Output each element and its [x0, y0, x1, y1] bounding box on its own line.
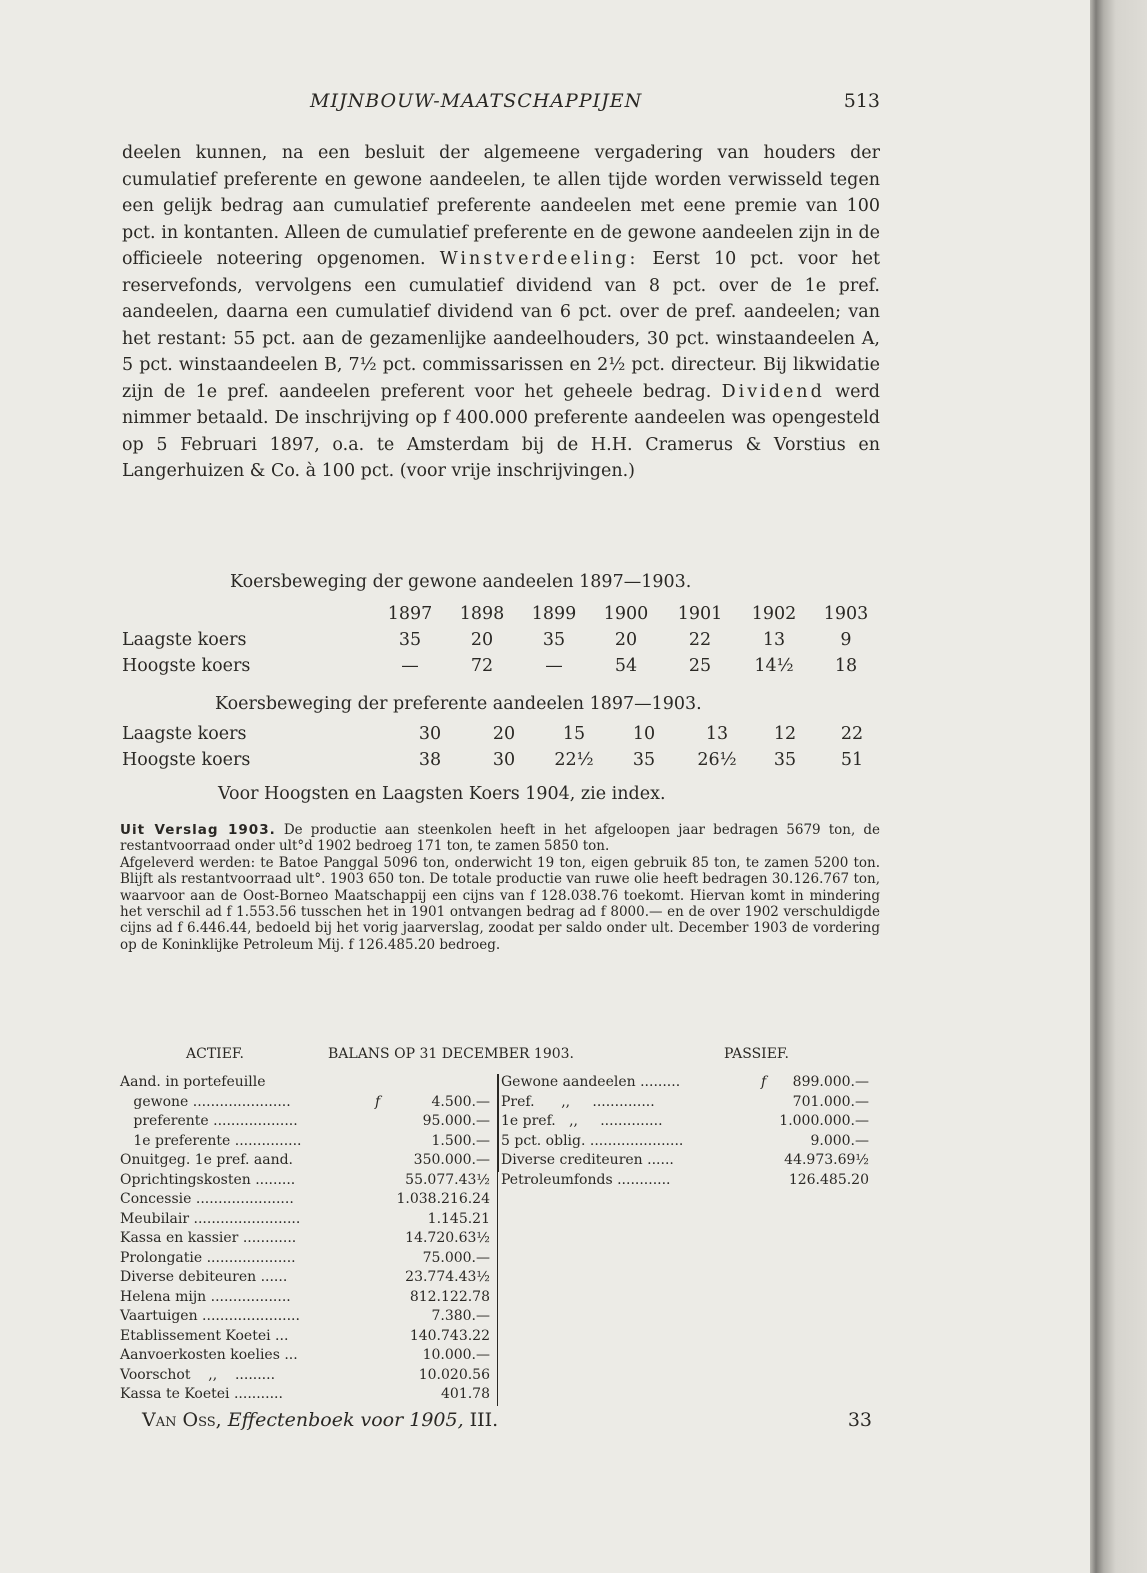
column-rule — [497, 1250, 498, 1270]
balans-item-name: Kassa en kassier ............ — [120, 1230, 297, 1246]
balans-item-value: 350.000.— — [413, 1152, 490, 1168]
value-cell: 13 — [762, 630, 786, 650]
balans-item-name: Concessie ...................... — [120, 1191, 294, 1207]
passief-label: PASSIEF. — [724, 1046, 789, 1062]
running-title: MIJNBOUW-MAATSCHAPPIJEN — [310, 90, 643, 112]
footer-author: Van Oss, — [142, 1409, 228, 1431]
column-rule — [497, 1308, 498, 1328]
balans-item-name: Aanvoerkosten koelies ... — [120, 1347, 298, 1363]
value-cell: 20 — [614, 630, 638, 650]
balans-title: BALANS OP 31 DECEMBER 1903. — [328, 1046, 574, 1062]
verslag-lead: Uit Verslag 1903. — [120, 822, 276, 838]
value-cell: 30 — [492, 750, 516, 770]
value-cell: — — [545, 656, 563, 676]
balans-item-name: Helena mijn .................. — [120, 1288, 291, 1305]
column-rule — [497, 1211, 498, 1231]
balans-item-value: 75.000.— — [422, 1249, 490, 1266]
row-label: Laagste koers — [122, 724, 247, 744]
koers-pref-caption: Koersbeweging der preferente aandeelen 1897—1903. — [215, 694, 702, 714]
koers-gewone-years-row — [122, 604, 882, 630]
balans-row — [120, 1386, 498, 1406]
winstverdeeling-label: Winstverdeeling: — [439, 249, 639, 269]
value-cell: 15 — [562, 724, 586, 744]
koers-pref-hoogste-row — [122, 750, 882, 776]
value-cell: 18 — [834, 656, 858, 676]
balans-row — [120, 1289, 498, 1309]
body-text-c: werd nimmer betaald. De inschrijving op f 400.000 preferente aandeelen was opengesteld op 5 Februari 1897, o.a. te Amsterdam bij de H.H. Cramerus & Vorstius en Langerhuizen & Co. à 100 pct. (voor vrije inschrijvingen.) — [122, 381, 880, 481]
balans-item-value: 1.500.— — [431, 1132, 490, 1149]
balans-row — [120, 1172, 498, 1192]
value-cell: 12 — [773, 724, 797, 744]
year-cell: 1900 — [603, 604, 649, 624]
value-cell: 35 — [632, 750, 656, 770]
value-cell: 25 — [688, 656, 712, 676]
value-cell: 26½ — [697, 750, 737, 770]
balans-row — [120, 1094, 498, 1114]
balans-row — [120, 1347, 498, 1367]
value-cell: 20 — [492, 724, 516, 744]
year-cell: 1899 — [531, 604, 577, 624]
balans-item-name: Kassa te Koetei ........... — [120, 1386, 283, 1402]
balans-item-name: 5 pct. oblig. ..................... — [501, 1132, 684, 1149]
value-cell: 14½ — [754, 656, 794, 676]
value-cell: 38 — [418, 750, 442, 770]
balans-item-value: 10.000.— — [422, 1347, 490, 1363]
page-number: 513 — [843, 90, 880, 112]
balans-item-value: 95.000.— — [422, 1113, 490, 1129]
balans-item-name: Onuitgeg. 1e pref. aand. — [120, 1152, 294, 1168]
balans-item-name: Voorschot ,, ......... — [120, 1366, 276, 1383]
page-edge-shadow — [1090, 0, 1147, 1573]
running-header — [120, 90, 880, 120]
koers-pref-laagste-row — [122, 724, 882, 750]
florin-sign: f — [761, 1074, 767, 1090]
balans-row — [120, 1230, 498, 1250]
balans-item-name: Gewone aandeelen ......... — [501, 1074, 681, 1090]
value-cell: — — [401, 656, 419, 676]
value-cell: 72 — [470, 656, 494, 676]
column-rule — [497, 1191, 498, 1211]
column-rule — [497, 1367, 498, 1387]
balans-item-name: Etablissement Koetei ... — [120, 1327, 289, 1344]
column-rule — [497, 1328, 498, 1348]
body-text-a: deelen kunnen, na een besluit der algemeene vergadering van houders der cumulatief preferente en gewone aandeelen, te allen tijde worden verwisseld tegen een gelijk bedrag aan cumulatief preferente aandeelen met eene premie van 100 pct. in kontanten. Alleen de cumulatief preferente en de gewone aandeelen zijn in de officieele noteering opgenomen. — [122, 143, 880, 269]
koers-gewone-laagste-row — [122, 630, 882, 656]
value-cell: 10 — [632, 724, 656, 744]
balans-item-name: Vaartuigen ...................... — [120, 1308, 300, 1324]
value-cell: 35 — [542, 630, 566, 650]
koers-gewone-hoogste-row — [122, 656, 882, 682]
balans-item-value: 23.774.43½ — [405, 1269, 490, 1285]
verslag-p1: De productie aan steenkolen heeft in het afgeloopen jaar bedragen 5679 ton, de restantvoorraad onder ult°d 1902 bedroeg 171 ton, te zamen 5850 ton. — [120, 822, 881, 855]
balans-header — [120, 1046, 880, 1066]
balans-row — [120, 1367, 498, 1387]
balans-item-name: Petroleumfonds ............ — [501, 1171, 671, 1188]
balans-item-name: 1e pref. ,, .............. — [501, 1113, 663, 1129]
balans-row — [499, 1074, 869, 1094]
florin-sign: f — [375, 1093, 381, 1110]
body-paragraph — [122, 140, 880, 485]
balans-item-name: gewone ...................... — [120, 1093, 291, 1110]
balans-item-name: Diverse debiteuren ...... — [120, 1269, 288, 1285]
value-cell: 35 — [398, 630, 422, 650]
value-cell: 30 — [418, 724, 442, 744]
balans-item-value: 7.380.— — [431, 1308, 490, 1324]
year-cell: 1903 — [823, 604, 869, 624]
balans-item-name: Aand. in portefeuille — [120, 1074, 266, 1090]
balans-row — [499, 1094, 869, 1114]
balans-item-name: Pref. ,, .............. — [501, 1093, 655, 1110]
body-text-b: Eerst 10 pct. voor het reservefonds, vervolgens een cumulatief dividend van 8 pct. over de 1e pref. aandeelen, daarna een cumulatief dividend van 6 pct. over de pref. aandeelen; van het restant: 55 pct. aan de gezamenlijke aandeelhouders, 30 pct. winstaandeelen A, 5 pct. winstaandeelen B, 7½ pct. commissarissen en 2½ pct. directeur. Bij likwidatie zijn de 1e pref. aandeelen preferent voor het geheele bedrag. — [122, 249, 880, 402]
balans-item-value: 899.000.— — [792, 1074, 869, 1090]
footer-book-title: Effectenboek voor 1905, — [227, 1409, 464, 1431]
row-label: Hoogste koers — [122, 656, 251, 676]
value-cell: 20 — [470, 630, 494, 650]
year-cell: 1901 — [677, 604, 723, 624]
year-cell: 1897 — [387, 604, 433, 624]
dividend-label: Dividend — [721, 381, 825, 402]
actief-column — [120, 1074, 498, 1406]
balans-row — [499, 1133, 869, 1153]
value-cell: 22 — [688, 630, 712, 650]
year-cell: 1902 — [751, 604, 797, 624]
balans-item-name: preferente ................... — [120, 1113, 298, 1129]
balans-item-name: Oprichtingskosten ......... — [120, 1171, 296, 1188]
balans-row — [120, 1133, 498, 1153]
balans-row — [120, 1250, 498, 1270]
column-rule — [497, 1172, 498, 1192]
footer-volume: III. — [463, 1409, 499, 1431]
column-rule — [497, 1289, 498, 1309]
balans-row — [499, 1113, 869, 1133]
value-cell: 22 — [840, 724, 864, 744]
balans-item-value: 55.077.43½ — [405, 1171, 490, 1188]
value-cell: 22½ — [554, 750, 594, 770]
value-cell: 13 — [705, 724, 729, 744]
koers-index-note: Voor Hoogsten en Laagsten Koers 1904, zie index. — [218, 784, 666, 804]
balans-item-name: Prolongatie .................... — [120, 1249, 296, 1266]
footer-source — [142, 1409, 498, 1431]
balans-item-name: 1e preferente ............... — [120, 1132, 302, 1149]
column-rule — [497, 1386, 498, 1406]
balans-item-name: Diverse crediteuren ...... — [501, 1152, 674, 1168]
balans-item-value: 140.743.22 — [409, 1327, 490, 1344]
column-rule — [497, 1269, 498, 1289]
balans-row — [120, 1113, 498, 1133]
balans-item-value: 9.000.— — [810, 1132, 869, 1149]
balans-item-value: 401.78 — [441, 1386, 490, 1402]
footer-signature: 33 — [847, 1409, 872, 1431]
balans-row — [499, 1172, 869, 1192]
verslag-section — [120, 822, 880, 953]
balans-item-value: 701.000.— — [792, 1093, 869, 1110]
balans-item-value: 1.145.21 — [427, 1210, 490, 1227]
balans-item-value: 1.038.216.24 — [396, 1191, 490, 1207]
actief-label: ACTIEF. — [186, 1046, 244, 1062]
year-cell: 1898 — [459, 604, 505, 624]
balans-item-value: 10.020.56 — [418, 1366, 490, 1383]
balans-item-value: 812.122.78 — [409, 1288, 490, 1305]
balans-row — [120, 1269, 498, 1289]
balans-row — [120, 1328, 498, 1348]
verslag-p2: Afgeleverd werden: te Batoe Panggal 5096 ton, onderwicht 19 ton, eigen gebruik 85 ton, te zamen 5200 ton. Blijft als restantvoorraad ult°. 1903 650 ton. De totale productie van ruwe olie heeft bedragen 30.126.767 ton, waarvoor aan de Oost-Borneo Maatschappij een cijns van f 128.038.76 toekomt. Hiervan komt in mindering het verschil ad f 1.553.56 tusschen het in 1901 ontvangen bedrag ad f 8000.— en de over 1902 verschuldigde cijns ad f 6.446.44, bedoeld bij het vorig jaarverslag, zoodat per saldo onder ult. December 1903 de vordering op de Koninklijke Petroleum Mij. f 126.485.20 bedroeg. — [120, 854, 880, 953]
value-cell: 54 — [614, 656, 638, 676]
value-cell: 9 — [840, 630, 852, 650]
balans-row — [120, 1191, 498, 1211]
row-label: Laagste koers — [122, 630, 247, 650]
balans-item-value: 1.000.000.— — [779, 1113, 869, 1129]
balans-item-value: 44.973.69½ — [784, 1152, 869, 1168]
value-cell: 35 — [773, 750, 797, 770]
passief-column — [498, 1074, 869, 1188]
row-label: Hoogste koers — [122, 750, 251, 770]
balans-item-value: 4.500.— — [431, 1093, 490, 1110]
balans-row — [120, 1074, 498, 1094]
column-rule — [497, 1230, 498, 1250]
balans-item-value: 126.485.20 — [788, 1171, 869, 1188]
balans-item-value: 14.720.63½ — [405, 1230, 490, 1246]
koers-gewone-caption: Koersbeweging der gewone aandeelen 1897—1903. — [230, 572, 692, 592]
balans-item-name: Meubilair ........................ — [120, 1210, 301, 1227]
balans-row — [120, 1152, 498, 1172]
balans-row — [120, 1211, 498, 1231]
value-cell: 51 — [840, 750, 864, 770]
column-rule — [497, 1347, 498, 1367]
balans-row — [499, 1152, 869, 1172]
balans-row — [120, 1308, 498, 1328]
